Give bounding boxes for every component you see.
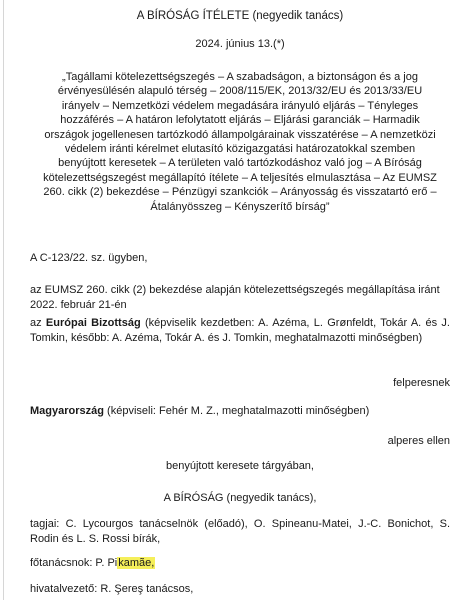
page-edge-rule [3, 0, 4, 600]
defendant-name: Magyarország [30, 405, 104, 417]
defendant-role: alperes ellen [387, 435, 450, 447]
highlighted-text: kamãe, [118, 557, 155, 569]
applicant-representatives: (képviselik kezdetben: A. Azéma, L. Grønfeldt, Tokár A. és J. Tomkin, később: A. Azéma, Tokár A. és J. Tomkin, meghatalmazotti minőségben) [30, 317, 450, 344]
defendant-paragraph [30, 404, 450, 419]
applicant-paragraph [30, 316, 450, 345]
advocate-general-label: főtanácsnok: P. Pi [30, 557, 118, 569]
court-heading: A BÍRÓSÁG (negyedik tanács), [163, 492, 317, 504]
applicant-role: felperesnek [393, 377, 450, 389]
applicant-name: Európai Bizottság [45, 317, 141, 329]
court-members: tagjai: C. Lycourgos tanácselnök (előadó), O. Spineanu-Matei, J.-C. Bonichot, S. Rodin és L. S. Rossi bírák, [30, 518, 450, 545]
case-number: A C-123/22. sz. ügyben, [30, 252, 148, 264]
action-description: az EUMSZ 260. cikk (2) bekezdése alapján kötelezettségszegés megállapítása iránt 2022. február 21-én [30, 284, 440, 311]
applicant-prefix: az [30, 317, 46, 329]
judgment-summary-keywords: „Tagállami kötelezettségszegés – A szabadságon, a biztonságon és a jog érvényesülésén alapuló térség – 2008/115/EK, 2013/32/EU és 2013/33/EU irányelv – Nemzetközi védelem megadására irányuló eljárás – Tényleges hozzáférés – A határon lefolytatott eljárás – Eljárási garanciák – Harmadik országok jogellenesen tartózkodó állampolgárainak visszatérése – A nemzetközi védelem iránti kérelmet elutasító közigazgatási határozatokkal szemben benyújtott keresetek – A területen való tartózkodáshoz való jog – A Bíróság kötelezettségszegést megállapító ítélete – A teljesítés elmulasztása – Az EUMSZ 260. cikk (2) bekezdése – Pénzügyi szankciók – Arányosság és visszatartó erő – Átalányösszeg – Kényszerítő bírság” [43, 71, 437, 213]
closing-phrase: benyújtott keresete tárgyában, [166, 460, 314, 472]
defendant-representatives: (képviseli: Fehér M. Z., meghatalmazotti minőségben) [103, 405, 370, 417]
judgment-title: A BÍRÓSÁG ÍTÉLETE (negyedik tanács) [136, 10, 344, 22]
judgment-date: 2024. június 13.(*) [195, 38, 285, 50]
registrar-line: hivatalvezető: R. Şereş tanácsos, [30, 583, 194, 595]
advocate-general-line [30, 556, 450, 571]
